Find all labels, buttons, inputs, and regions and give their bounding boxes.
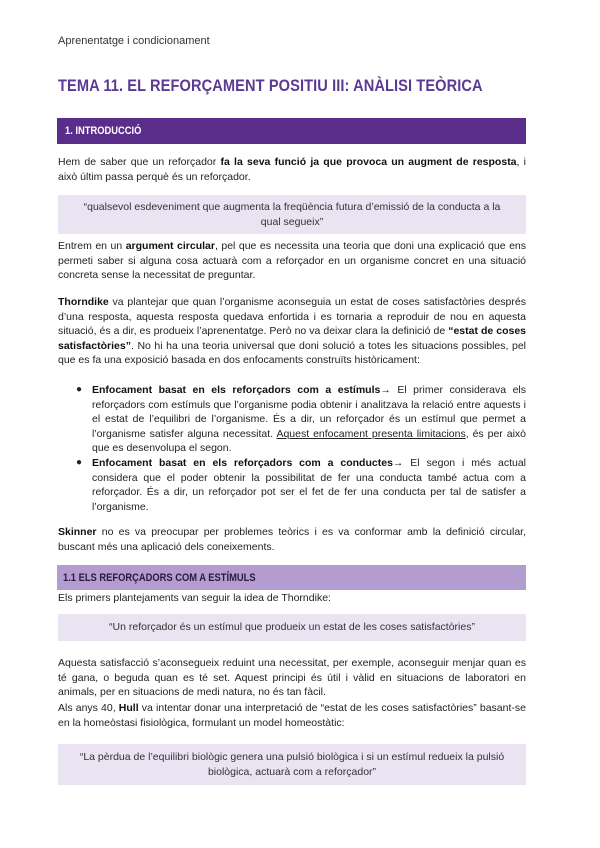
bold-run: argument circular — [125, 240, 215, 252]
text-run: , és per això que es desenvolupa el segon. — [92, 427, 526, 455]
running-header: Aprenentatge i condicionament — [58, 35, 210, 47]
bold-run: Skinner — [58, 526, 97, 538]
paragraph-argument-circular — [58, 239, 526, 283]
underlined-run: Aquest enfocament presenta limitacions — [276, 427, 466, 440]
text-run: El primer considerava els reforçadors com estímuls que l’organisme podia obtenir i analitzava la relació entre aquests i el estat de l’equilibri de l’organisme. És a dir, un reforçador és un estímul que permet a l’organisme satisfer alguna necessitat. — [92, 384, 526, 440]
bullet-list-enfocaments — [58, 383, 526, 514]
quote-definition: “qualsevol esdeveniment que augmenta la freqüència futura d’emissió de la conducta a la qual segueix” — [58, 195, 526, 234]
text-run: va intentar donar una interpretació de “estat de les coses satisfactòries” basant-se en la homeòstasi fisiològica, formulant un model homeostàtic: — [58, 702, 526, 729]
bold-run: fa la seva funció ja que provoca un augment de resposta — [220, 156, 517, 168]
section-heading-label: 1. INTRODUCCIÓ — [65, 125, 142, 137]
bullet-icon: ● — [76, 384, 83, 395]
bold-run: “estat de coses satisfactòries” — [58, 325, 527, 352]
list-item — [58, 456, 526, 514]
bold-run: Enfocament basat en els reforçadors com a estímuls — [92, 384, 381, 396]
paragraph-satisfaccio: Aquesta satisfacció s’aconsegueix reduint una necessitat, per exemple, aconseguir menjar quan es té gana, o beguda quan es té set. Aquest principi és útil i vàlid en situacions de laboratori en animals, per en situacions de medi natura, no és tan fàcil. — [58, 657, 526, 699]
quote-model-homeostatic: “La pèrdua de l’equilibri biològic genera una pulsió biològica i si un estímul redueix la pulsió biològica, actuarà com a reforçador” — [58, 744, 526, 785]
arrow-icon: → — [392, 456, 404, 469]
text-run: , i això últim passa perquè és un reforçador. — [58, 156, 527, 183]
subsection-heading-reforcadors-estimuls — [57, 565, 526, 590]
text-run: , pel que es necessita una teoria que doni una explicació que ens permeti saber si alguna cosa actuarà com a reforçador en un organisme concret en una situació concreta sense la necessitat de preguntar. — [58, 240, 527, 282]
text-run: Hem de saber que un reforçador — [58, 156, 221, 168]
text-run: Als anys 40, — [58, 702, 119, 714]
text-run: no es va preocupar per problemes teòrics i es va conformar amb la definició circular, buscant més una aplicació dels coneixements. — [58, 526, 526, 553]
paragraph-skinner — [58, 525, 526, 554]
section-heading-introduccio — [57, 118, 526, 144]
page-title: TEMA 11. EL REFORÇAMENT POSITIU III: ANÀLISI TEÒRICA — [58, 76, 483, 95]
arrow-icon: → — [380, 384, 391, 396]
paragraph-thorndike — [58, 295, 526, 368]
bullet-icon: ● — [76, 456, 83, 468]
paragraph-intro — [58, 155, 526, 184]
text-run: El segon i més actual considera que el poder obtenir la possibilitat de fer una conducta també actua com a reforçador. És a dir, un reforçador pot ser el fet de fer una conducta per tal de satisfer a l’organisme. — [92, 456, 526, 513]
bold-run: Thorndike — [58, 296, 109, 308]
paragraph-thorndike-idea: Els primers plantejaments van seguir la idea de Thorndike: — [58, 592, 331, 604]
quote-reforcador-estimul: “Un reforçador és un estímul que produeix un estat de les coses satisfactòries” — [58, 614, 526, 641]
paragraph-hull — [58, 701, 526, 730]
text-run: . No hi ha una teoria universal que doni solució a totes les situacions possibles, pel que es fa una exposició basada en dos enfocaments construïts històricament: — [58, 339, 526, 367]
subsection-heading-label: 1.1 ELS REFORÇADORS COM A ESTÍMULS — [63, 571, 256, 584]
text-run: va plantejar que quan l’organisme aconseguia un estat de coses satisfactòries després d’una resposta, aquesta resposta quedava enfortida i es tornaria a reproduir de nou en aquesta situació, és a dir, es produeix l’aprenentatge. Però no va deixar clara la definició de — [58, 296, 526, 338]
bold-run: Hull — [118, 702, 139, 714]
text-run: Entrem en un — [58, 240, 126, 252]
list-item — [58, 383, 526, 456]
bold-run: Enfocament basat en els reforçadors com a conductes — [92, 456, 393, 469]
